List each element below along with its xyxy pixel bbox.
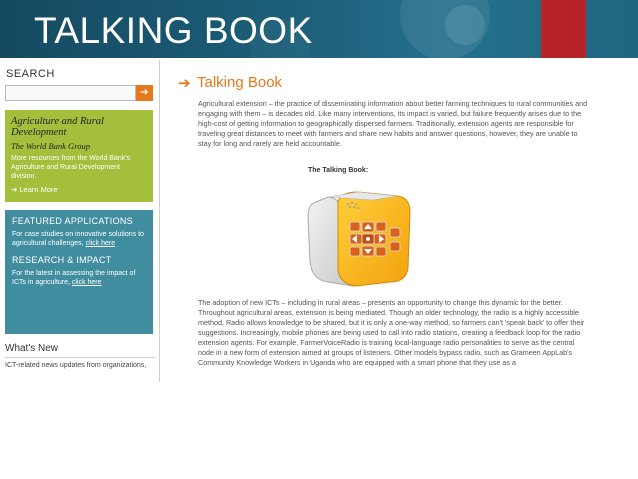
featured-box bbox=[5, 210, 153, 334]
main-content bbox=[178, 74, 590, 382]
featured-link[interactable]: click here bbox=[85, 240, 116, 247]
slide-header bbox=[0, 0, 638, 58]
learn-more-label: Learn More bbox=[19, 185, 58, 194]
whats-new-text: ICT-related news updates from organizations, bbox=[5, 362, 147, 369]
learn-more-link[interactable] bbox=[11, 185, 147, 194]
research-link[interactable]: click here bbox=[71, 279, 102, 286]
sidebar bbox=[0, 60, 160, 382]
arrow-right-icon: ➔ bbox=[11, 185, 20, 194]
agri-promo-description: More resources from the World Bank's Agriculture and Rural Development division. bbox=[11, 155, 131, 180]
whats-new-heading: What's New bbox=[5, 343, 59, 354]
research-text bbox=[12, 269, 146, 287]
slide-title: TALKING BOOK bbox=[34, 10, 313, 51]
talking-book-device-image bbox=[298, 182, 418, 292]
slide-body-blank bbox=[0, 382, 638, 479]
arrow-right-icon: ➔ bbox=[178, 75, 191, 92]
page-title: Talking Book bbox=[197, 74, 283, 91]
search-button[interactable] bbox=[136, 85, 153, 101]
header-decoration bbox=[445, 5, 485, 45]
featured-heading: FEATURED APPLICATIONS bbox=[12, 216, 133, 226]
accent-bar bbox=[541, 0, 586, 58]
image-caption: The Talking Book: bbox=[308, 167, 369, 174]
website-screenshot bbox=[0, 60, 638, 382]
agri-promo-box[interactable] bbox=[5, 110, 153, 202]
agri-promo-title: Agriculture and Rural Development bbox=[11, 116, 104, 138]
research-heading: RESEARCH & IMPACT bbox=[12, 255, 112, 265]
search-label: SEARCH bbox=[6, 68, 55, 80]
arrow-right-icon: ➔ bbox=[140, 87, 149, 98]
body-paragraph: The adoption of new ICTs – including in rural areas – presents an opportunity to change this dynamic for the better. Throughout agricultural areas, extension is being mediated. Though an older technology, the radio is a highly accessible method. Radio allows knowledge to be shared, but it is only a one-way method, so farmers can't 'speak back' to offer their suggestions. Increasingly, mobile phones are being used to call into radio stations, creating a feedback loop for the radio extension agents. For example, FarmerVoiceRadio is training local-language radio personalities to serve as the central node in a new form of extension aimed at groups of listeners. Other models bypass radio, such as Grameen AppLab's Community Knowledge Workers in Uganda who are equipped with a smart phone that they use as a bbox=[198, 298, 585, 367]
intro-paragraph: Agricultural extension – the practice of disseminating information about better farming techniques to rural communities and engaging with them – is decades old. Like many interventions, its impact is varied, but failure frequently arises due to the high-cost of getting information to geographically dispersed farmers. Traditionally, extension agents are responsible for traveling great distances to meet with farmers and share new habits and answer questions, however, they are unable to stay for long and rarely are held accountable. bbox=[198, 99, 588, 148]
featured-text bbox=[12, 230, 146, 248]
search-input[interactable] bbox=[5, 85, 136, 101]
agri-promo-subtitle: The World Bank Group bbox=[11, 141, 90, 151]
featured-body: For case studies on innovative solutions to agricultural challenges, bbox=[12, 231, 144, 247]
divider bbox=[5, 357, 155, 358]
research-body: For the latest in assessing the impact of ICTs in agriculture, bbox=[12, 270, 136, 286]
